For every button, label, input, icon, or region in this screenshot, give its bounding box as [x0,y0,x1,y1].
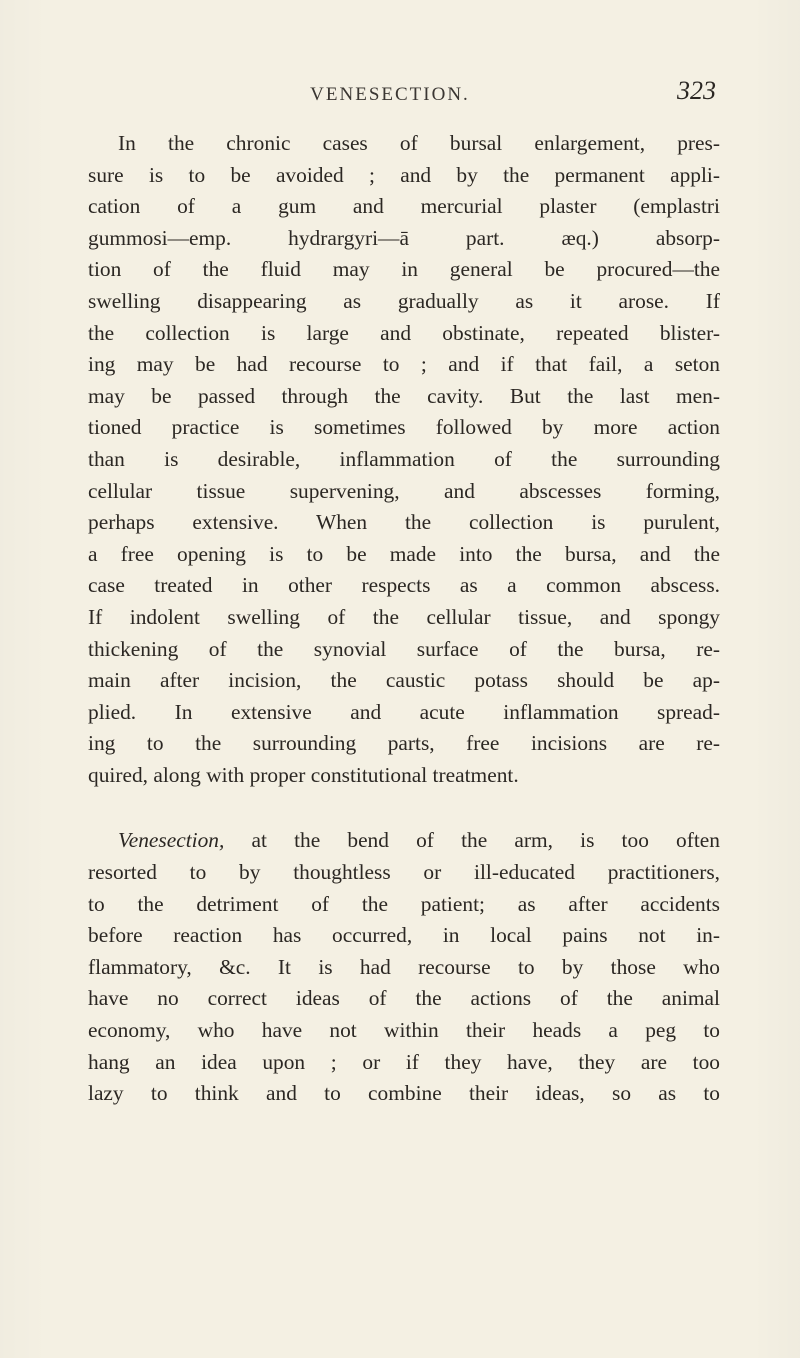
body-text [88,128,720,1110]
text-line: to the detriment of the patient; as after accidents [88,891,720,916]
text-line: In the chronic cases of bursal enlargement, pres- [118,131,720,155]
text-line: hang an idea upon ; or if they have, they are too [88,1049,720,1074]
text-line: tion of the fluid may in general be procured—the [88,257,720,282]
text-line: may be passed through the cavity. But the last men- [88,383,720,408]
text-line: quired, along with proper constitutional treatment. [88,762,519,787]
text-line: If indolent swelling of the cellular tissue, and spongy [88,604,720,629]
text-line: cellular tissue supervening, and abscesses forming, [88,478,720,503]
paragraph-venesection [88,825,720,1109]
text-line: have no correct ideas of the actions of the animal [88,986,720,1011]
venesection-term: Venesection, [118,828,225,853]
text-line: before reaction has occurred, in local pains not in- [88,923,720,948]
text-line: perhaps extensive. When the collection is purulent, [88,510,720,535]
text-line: sure is to be avoided ; and by the permanent appli- [88,162,720,187]
text-line: tioned practice is sometimes followed by more action [88,415,720,440]
text-line: lazy to think and to combine their ideas, so as to [88,1081,720,1106]
text-line: plied. In extensive and acute inflammation spread- [88,699,720,724]
page-number: 323 [677,76,716,105]
text-line: economy, who have not within their heads a peg to [88,1018,720,1043]
paragraph-bursal-enlargement [88,128,720,791]
text-line: flammatory, &c. It is had recourse to by those who [88,954,720,979]
text-line: ing may be had recourse to ; and if that fail, a seton [88,352,720,377]
text-line: swelling disappearing as gradually as it arose. If [88,288,720,313]
text-line: gummosi—emp. hydrargyri—ā part. æq.) absorp- [88,225,720,250]
text-line: main after incision, the caustic potass should be ap- [88,668,720,693]
running-title: VENESECTION. [310,84,470,105]
text-line: cation of a gum and mercurial plaster (emplastri [88,194,720,219]
text-line: case treated in other respects as a common abscess. [88,573,720,598]
text-line-first [88,825,720,857]
text-line: a free opening is to be made into the bursa, and the [88,541,720,566]
text-line: resorted to by thoughtless or ill-educated practitioners, [88,860,720,885]
text-line: than is desirable, inflammation of the surrounding [88,446,720,471]
text-line-rest: at the bend of the arm, is too often [224,828,720,853]
paragraph-gap [88,791,720,825]
text-line: thickening of the synovial surface of the bursa, re- [88,636,720,661]
text-line: the collection is large and obstinate, repeated blister- [88,320,720,345]
running-head [0,74,800,114]
text-line: ing to the surrounding parts, free incisions are re- [88,731,720,756]
